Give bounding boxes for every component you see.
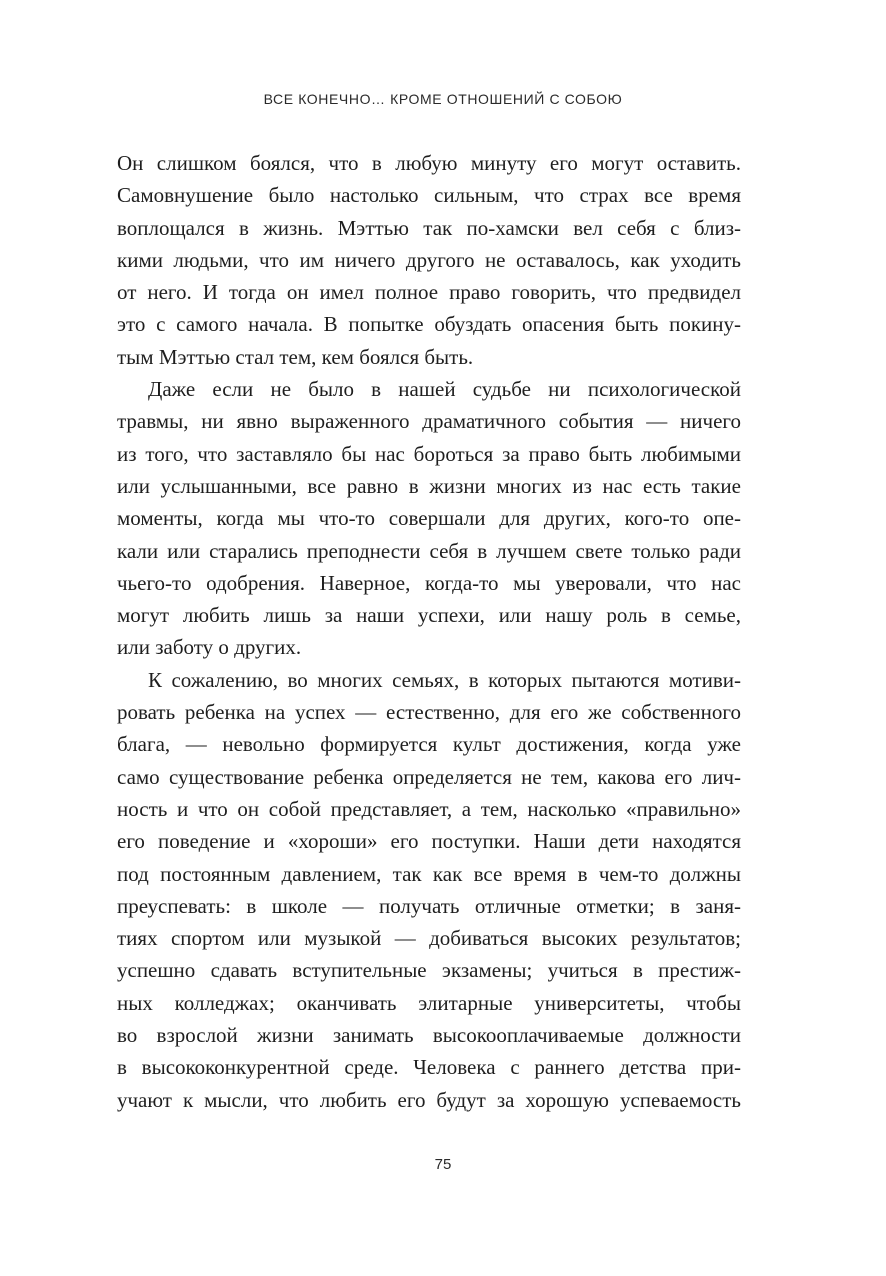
text-line: из того, что заставляло бы нас бороться за право быть любимыми [117, 441, 741, 466]
paragraph [117, 147, 741, 373]
text-line: под постоянным давлением, так как все время в чем-то должны [117, 861, 741, 886]
text-line: блага, — невольно формируется культ достижения, когда уже [117, 732, 741, 757]
text-line: чьего-то одобрения. Наверное, когда-то мы уверовали, что нас [117, 570, 741, 595]
running-header: ВСЕ КОНЕЧНО… КРОМЕ ОТНОШЕНИЙ С СОБОЮ [263, 91, 623, 107]
text-line: преуспевать: в школе — получать отличные отметки; в заня- [117, 893, 741, 918]
text-line: К сожалению, во многих семьях, в которых пытаются мотиви- [148, 667, 741, 692]
paragraph [117, 664, 741, 1116]
text-line: успешно сдавать вступительные экзамены; учиться в престиж- [117, 958, 741, 983]
text-line: воплощался в жизнь. Мэттью так по-хамски вел себя с близ- [117, 215, 741, 240]
text-line: от него. И тогда он имел полное право говорить, что предвидел [117, 280, 741, 305]
text-line: травмы, ни явно выраженного драматичного события — ничего [117, 409, 741, 434]
page-number: 75 [434, 1156, 452, 1173]
text-line: Даже если не было в нашей судьбе ни психологической [148, 377, 741, 402]
paragraph [117, 373, 741, 664]
text-line: или услышанными, все равно в жизни многих из нас есть такие [117, 473, 741, 498]
text-line: могут любить лишь за наши успехи, или нашу роль в семье, [117, 603, 741, 628]
body-text [117, 147, 741, 1116]
text-line: или заботу о других. [117, 635, 302, 660]
text-line: Самовнушение было настолько сильным, что страх все время [117, 183, 741, 208]
text-line: учают к мысли, что любить его будут за хорошую успеваемость [117, 1087, 741, 1112]
text-line: само существование ребенка определяется не тем, какова его лич- [117, 764, 741, 789]
text-line: тым Мэттью стал тем, кем боялся быть. [117, 344, 474, 369]
text-line: ровать ребенка на успех — естественно, для его же собственного [117, 700, 741, 725]
text-line: это с самого начала. В попытке обуздать опасения быть покину- [117, 312, 741, 337]
text-line: тиях спортом или музыкой — добиваться высоких результатов; [117, 926, 741, 951]
text-line: ных колледжах; оканчивать элитарные университеты, чтобы [117, 990, 741, 1015]
text-line: в высококонкурентной среде. Человека с раннего детства при- [117, 1055, 741, 1080]
text-line: Он слишком боялся, что в любую минуту его могут оставить. [117, 151, 741, 175]
text-line: во взрослой жизни занимать высокооплачиваемые должности [117, 1023, 741, 1048]
text-line: кими людьми, что им ничего другого не оставалось, как уходить [117, 247, 741, 272]
text-line: его поведение и «хороши» его поступки. Наши дети находятся [117, 829, 741, 854]
text-line: кали или старались преподнести себя в лучшем свете только ради [117, 538, 741, 563]
text-line: моменты, когда мы что-то совершали для других, кого-то опе- [117, 506, 741, 531]
text-line: ность и что он собой представляет, а тем, насколько «правильно» [117, 796, 741, 821]
